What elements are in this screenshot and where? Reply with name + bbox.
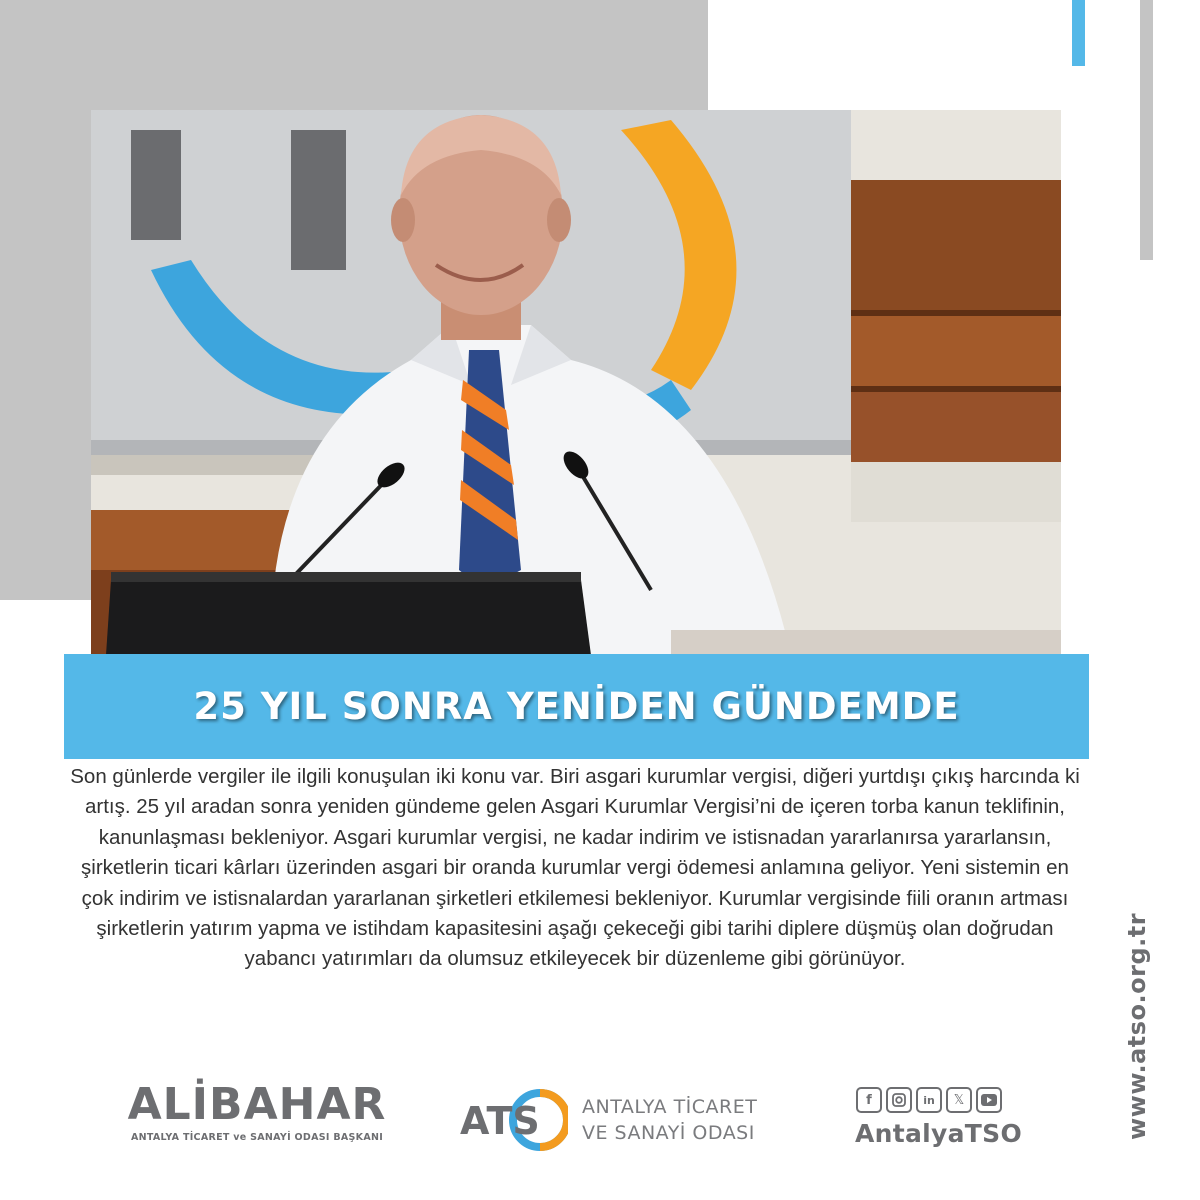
- decorative-gray-bar: [1140, 0, 1153, 260]
- facebook-icon[interactable]: f: [856, 1087, 882, 1113]
- headline: 25 YIL SONRA YENİDEN GÜNDEMDE: [193, 685, 960, 728]
- decorative-blue-bar: [1072, 0, 1085, 66]
- atso-logo-name: [582, 1094, 757, 1146]
- article-body: Son günlerde vergiler ile ilgili konuşulan iki konu var. Biri asgari kurumlar vergisi, diğeri yurtdışı çıkış harcında ki artış. 25 yıl aradan sonra yeniden gündeme gelen Asgari Kurumlar Vergisi’ni de içeren torba kanun teklifinin, kanunlaşması bekleniyor. Asgari kurumlar vergisi, ne kadar indirim ve istisnadan yararlanırsa yararlansın, şirketlerin ticari kârları üzerinden asgari bir oranda kurumlar vergi ödemesi anlamına geliyor. Yeni sistemin en çok indirim ve istisnalardan yararlanan şirketleri etkilemesi bekleniyor. Kurumlar vergisinde fiili oranın artması şirketlerin yatırım yapma ve istihdam kapasitesini aşağı çekeceği gibi tarihi diplere düşmüş olan doğrudan yabancı yatırımları da olumsuz etkileyecek bir düzenleme gibi görünüyor.: [70, 765, 1080, 971]
- headline-banner: [64, 654, 1089, 759]
- logo-mark-text: ATS: [460, 1099, 540, 1143]
- social-block: [855, 1087, 1035, 1148]
- signature-name: ALİBAHAR: [127, 1079, 387, 1130]
- speaker-photo-illustration: [91, 110, 1061, 655]
- linkedin-icon[interactable]: in: [916, 1087, 942, 1113]
- instagram-icon[interactable]: [886, 1087, 912, 1113]
- logo-name-line1: ANTALYA TİCARET: [582, 1096, 758, 1118]
- social-icons: [856, 1087, 1035, 1113]
- signature: [112, 1080, 402, 1143]
- signature-title: ANTALYA TİCARET ve SANAYİ ODASI BAŞKANI: [130, 1132, 384, 1143]
- social-handle: AntalyaTSO: [855, 1119, 1023, 1148]
- logo-name-line2: VE SANAYİ ODASI: [582, 1122, 755, 1144]
- website-url[interactable]: www.atso.org.tr: [1123, 912, 1151, 1140]
- x-icon[interactable]: 𝕏: [946, 1087, 972, 1113]
- atso-logo: [458, 1078, 788, 1158]
- atso-logo-mark: [458, 1078, 568, 1156]
- speaker-photo: [91, 110, 1061, 655]
- youtube-icon[interactable]: [976, 1087, 1002, 1113]
